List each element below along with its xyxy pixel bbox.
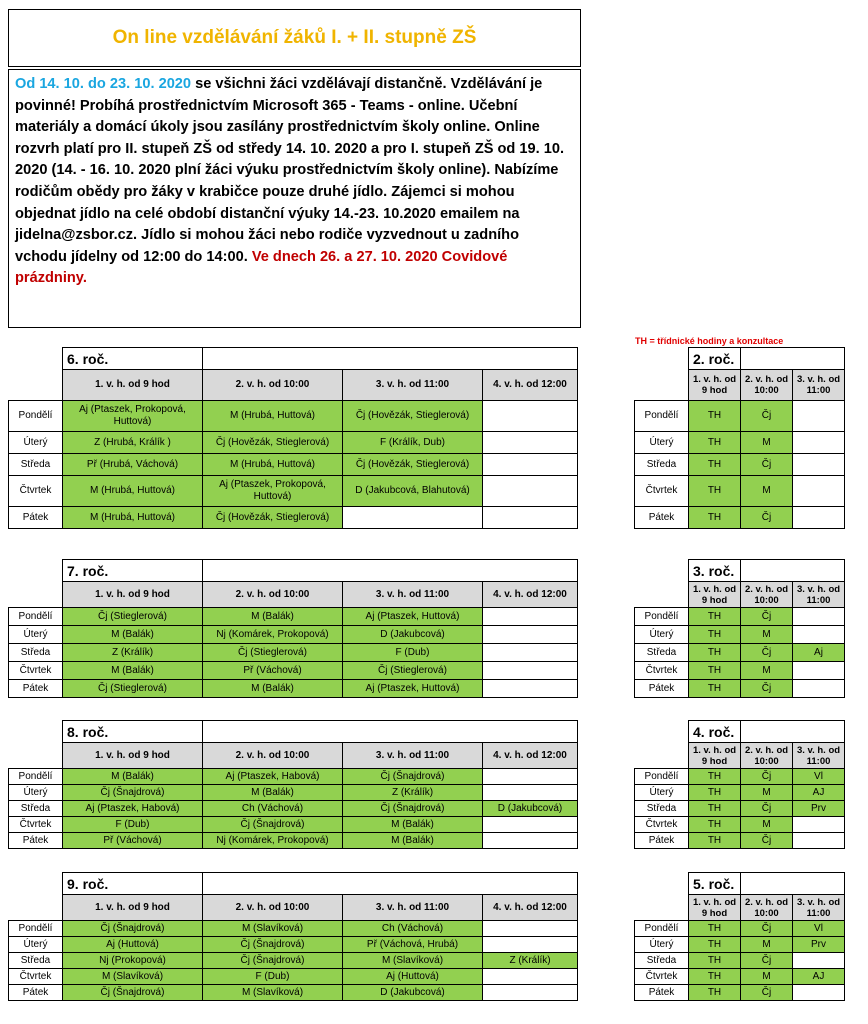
lesson-cell: M (741, 432, 793, 454)
lesson-cell: Prv (793, 801, 845, 817)
lesson-cell (793, 476, 845, 507)
day-label: Pátek (635, 507, 689, 529)
lesson-cell (483, 937, 578, 953)
lesson-cell: Nj (Komárek, Prokopová) (203, 833, 343, 849)
lesson-cell (483, 921, 578, 937)
corner-cell (635, 370, 689, 401)
lesson-cell (483, 644, 578, 662)
lesson-cell: TH (689, 476, 741, 507)
lesson-cell (793, 662, 845, 680)
lesson-cell: Př (Váchová) (63, 833, 203, 849)
day-label: Středa (9, 953, 63, 969)
period-header: 4. v. h. od 12:00 (483, 743, 578, 769)
lesson-cell: M (Balák) (63, 626, 203, 644)
lesson-cell (793, 817, 845, 833)
lesson-cell (793, 432, 845, 454)
day-label: Pondělí (9, 921, 63, 937)
title-box (8, 9, 581, 67)
corner-cell (9, 873, 63, 895)
info-box (8, 69, 581, 328)
lesson-cell: M (Balák) (343, 817, 483, 833)
day-label: Úterý (635, 937, 689, 953)
lesson-cell: Čj (Šnajdrová) (203, 953, 343, 969)
corner-cell (9, 895, 63, 921)
lesson-cell: Čj (Stieglerová) (63, 680, 203, 698)
period-header: 2. v. h. od 10:00 (203, 895, 343, 921)
lesson-cell: M (Balák) (63, 662, 203, 680)
lesson-cell: Čj (Šnajdrová) (203, 937, 343, 953)
lesson-cell: Prv (793, 937, 845, 953)
lesson-cell: Čj (Šnajdrová) (63, 921, 203, 937)
period-header: 1. v. h. od 9 hod (63, 743, 203, 769)
lesson-cell (483, 785, 578, 801)
lesson-cell: TH (689, 985, 741, 1001)
lesson-cell: M (Balák) (343, 833, 483, 849)
day-label: Čtvrtek (9, 476, 63, 507)
lesson-cell: TH (689, 937, 741, 953)
lesson-cell: TH (689, 680, 741, 698)
day-label: Úterý (9, 937, 63, 953)
grade-label: 2. roč. (689, 348, 741, 370)
period-header: 4. v. h. od 12:00 (483, 582, 578, 608)
timetable-grade-2 (634, 347, 845, 529)
lesson-cell: Čj (741, 801, 793, 817)
day-label: Čtvrtek (635, 476, 689, 507)
grade-label: 7. roč. (63, 560, 203, 582)
legend: TH = třídnické hodiny a konzultace (635, 336, 784, 346)
lesson-cell: M (Slavíková) (203, 985, 343, 1001)
corner-cell (635, 348, 689, 370)
period-header: 2. v. h. od 10:00 (741, 370, 793, 401)
lesson-cell: Čj (Hovězák, Stieglerová) (203, 432, 343, 454)
day-label: Úterý (9, 785, 63, 801)
lesson-cell: TH (689, 454, 741, 476)
lesson-cell: Ch (Váchová) (203, 801, 343, 817)
lesson-cell: Čj (Stieglerová) (343, 662, 483, 680)
lesson-cell (483, 985, 578, 1001)
lesson-cell: TH (689, 662, 741, 680)
lesson-cell: TH (689, 801, 741, 817)
day-label: Úterý (9, 432, 63, 454)
lesson-cell (483, 432, 578, 454)
lesson-cell (793, 507, 845, 529)
lesson-cell: TH (689, 833, 741, 849)
lesson-cell: F (Dub) (343, 644, 483, 662)
day-label: Pondělí (9, 608, 63, 626)
info-covid: Ve dnech 26. a 27. 10. 2020 Covidové prázdniny. (15, 248, 508, 287)
day-label: Pondělí (9, 769, 63, 785)
day-label: Pátek (9, 833, 63, 849)
day-label: Pondělí (9, 401, 63, 432)
lesson-cell: D (Jakubcová) (483, 801, 578, 817)
lesson-cell: M (741, 817, 793, 833)
lesson-cell: Vl (793, 769, 845, 785)
lesson-cell: F (Králík, Dub) (343, 432, 483, 454)
lesson-cell: Čj (741, 401, 793, 432)
lesson-cell (793, 401, 845, 432)
lesson-cell: Aj (Ptaszek, Habová) (63, 801, 203, 817)
corner-cell (9, 582, 63, 608)
day-label: Úterý (9, 626, 63, 644)
corner-cell (9, 743, 63, 769)
period-header: 1. v. h. od 9 hod (63, 895, 203, 921)
lesson-cell: Aj (Ptaszek, Prokopová, Huttová) (203, 476, 343, 507)
day-label: Středa (9, 454, 63, 476)
lesson-cell: TH (689, 769, 741, 785)
day-label: Středa (635, 953, 689, 969)
corner-cell (635, 895, 689, 921)
grade-label: 3. roč. (689, 560, 741, 582)
lesson-cell: Čj (Šnajdrová) (63, 985, 203, 1001)
lesson-cell: M (741, 626, 793, 644)
day-label: Čtvrtek (635, 817, 689, 833)
timetable-grade-9 (8, 872, 578, 1001)
lesson-cell (483, 969, 578, 985)
day-label: Pátek (9, 680, 63, 698)
lesson-cell: M (Hrubá, Huttová) (203, 454, 343, 476)
lesson-cell: Čj (741, 644, 793, 662)
lesson-cell: D (Jakubcová) (343, 626, 483, 644)
lesson-cell (483, 507, 578, 529)
period-header: 3. v. h. od 11:00 (793, 743, 845, 769)
lesson-cell: Čj (741, 985, 793, 1001)
lesson-cell (483, 833, 578, 849)
lesson-cell: TH (689, 608, 741, 626)
lesson-cell (483, 608, 578, 626)
lesson-cell: M (Balák) (203, 785, 343, 801)
lesson-cell (793, 953, 845, 969)
day-label: Úterý (635, 432, 689, 454)
lesson-cell: TH (689, 969, 741, 985)
grade-title-span (741, 721, 845, 743)
day-label: Pátek (9, 507, 63, 529)
timetable-grade-5 (634, 872, 845, 1001)
lesson-cell: Čj (Šnajdrová) (343, 801, 483, 817)
timetable-grade-3 (634, 559, 845, 698)
period-header: 1. v. h. od 9 hod (689, 743, 741, 769)
lesson-cell (793, 833, 845, 849)
lesson-cell: M (Hrubá, Huttová) (63, 476, 203, 507)
lesson-cell: Aj (793, 644, 845, 662)
grade-label: 4. roč. (689, 721, 741, 743)
lesson-cell: Př (Váchová, Hrubá) (343, 937, 483, 953)
day-label: Čtvrtek (9, 817, 63, 833)
period-header: 1. v. h. od 9 hod (689, 895, 741, 921)
lesson-cell: Čj (741, 454, 793, 476)
lesson-cell: Čj (Šnajdrová) (343, 769, 483, 785)
day-label: Středa (635, 801, 689, 817)
period-header: 3. v. h. od 11:00 (793, 582, 845, 608)
lesson-cell: Nj (Prokopová) (63, 953, 203, 969)
period-header: 2. v. h. od 10:00 (741, 582, 793, 608)
day-label: Čtvrtek (635, 969, 689, 985)
period-header: 4. v. h. od 12:00 (483, 895, 578, 921)
grade-title-span (203, 721, 578, 743)
lesson-cell (483, 476, 578, 507)
lesson-cell (483, 680, 578, 698)
lesson-cell: Čj (Hovězák, Stieglerová) (343, 401, 483, 432)
lesson-cell: TH (689, 953, 741, 969)
lesson-cell: Ch (Váchová) (343, 921, 483, 937)
period-header: 2. v. h. od 10:00 (203, 743, 343, 769)
lesson-cell: TH (689, 401, 741, 432)
lesson-cell: Aj (Ptaszek, Habová) (203, 769, 343, 785)
day-label: Středa (635, 454, 689, 476)
lesson-cell (793, 454, 845, 476)
lesson-cell: Z (Hrubá, Králík ) (63, 432, 203, 454)
corner-cell (635, 743, 689, 769)
day-label: Pondělí (635, 608, 689, 626)
grade-title-span (203, 873, 578, 895)
lesson-cell: M (Slavíková) (63, 969, 203, 985)
lesson-cell: TH (689, 921, 741, 937)
lesson-cell: Z (Králík) (63, 644, 203, 662)
lesson-cell: Aj (Ptaszek, Huttová) (343, 680, 483, 698)
lesson-cell: Z (Králík) (483, 953, 578, 969)
lesson-cell: Čj (741, 507, 793, 529)
period-header: 4. v. h. od 12:00 (483, 370, 578, 401)
period-header: 3. v. h. od 11:00 (343, 370, 483, 401)
lesson-cell: D (Jakubcová, Blahutová) (343, 476, 483, 507)
lesson-cell: Aj (Huttová) (63, 937, 203, 953)
day-label: Pátek (635, 680, 689, 698)
lesson-cell (483, 662, 578, 680)
lesson-cell (483, 769, 578, 785)
info-text: se všichni žáci vzdělávají distančně. Vzdělávání je povinné! Probíhá prostřednictvím Microsoft 365 - Teams - online. Učební materiály a domácí úkoly jsou zasílány prostřednictvím školy online. Online rozvrh platí pro II. stupeň ZŠ od středy 14. 10. 2020 a pro I. stupeň ZŠ od 19. 10. 2020 (14. - 16. 10. 2020 plní žáci výuku prostřednictvím školy online). Nabízíme rodičům obědy pro žáky v krabičce pouze druhé jídlo. Zájemci si mohou objednat jídlo na celé období distanční výuky 14.-23. 10.2020 emailem na jidelna@zsbor.cz. Jídlo si mohou žáci nebo rodiče vyzvednout u zadního vchodu jídelny od 12:00 do 14:00. (15, 76, 565, 265)
lesson-cell: M (741, 476, 793, 507)
day-label: Pondělí (635, 769, 689, 785)
lesson-cell: Čj (741, 833, 793, 849)
lesson-cell: Čj (Stieglerová) (203, 644, 343, 662)
lesson-cell: F (Dub) (63, 817, 203, 833)
period-header: 2. v. h. od 10:00 (741, 895, 793, 921)
corner-cell (635, 721, 689, 743)
day-label: Pátek (635, 985, 689, 1001)
lesson-cell: Čj (741, 953, 793, 969)
lesson-cell: M (Hrubá, Huttová) (63, 507, 203, 529)
lesson-cell: M (741, 662, 793, 680)
period-header: 3. v. h. od 11:00 (343, 895, 483, 921)
lesson-cell: M (Slavíková) (203, 921, 343, 937)
timetable-grade-8 (8, 720, 578, 849)
lesson-cell (793, 608, 845, 626)
day-label: Čtvrtek (9, 969, 63, 985)
lesson-cell: M (741, 969, 793, 985)
lesson-cell: Čj (Šnajdrová) (203, 817, 343, 833)
lesson-cell: M (Balák) (203, 608, 343, 626)
lesson-cell: TH (689, 817, 741, 833)
lesson-cell: Aj (Ptaszek, Prokopová, Huttová) (63, 401, 203, 432)
lesson-cell (793, 626, 845, 644)
day-label: Úterý (635, 626, 689, 644)
day-label: Čtvrtek (635, 662, 689, 680)
lesson-cell: Př (Hrubá, Váchová) (63, 454, 203, 476)
period-header: 1. v. h. od 9 hod (63, 582, 203, 608)
lesson-cell: M (Slavíková) (343, 953, 483, 969)
grade-label: 5. roč. (689, 873, 741, 895)
lesson-cell: Vl (793, 921, 845, 937)
lesson-cell: TH (689, 507, 741, 529)
lesson-cell: TH (689, 432, 741, 454)
corner-cell (635, 582, 689, 608)
timetable-grade-6 (8, 347, 578, 529)
lesson-cell: M (741, 937, 793, 953)
period-header: 3. v. h. od 11:00 (343, 582, 483, 608)
lesson-cell: TH (689, 626, 741, 644)
corner-cell (635, 873, 689, 895)
lesson-cell: F (Dub) (203, 969, 343, 985)
lesson-cell: Čj (Stieglerová) (63, 608, 203, 626)
grade-label: 6. roč. (63, 348, 203, 370)
period-header: 3. v. h. od 11:00 (793, 370, 845, 401)
lesson-cell: M (Balák) (203, 680, 343, 698)
lesson-cell: M (741, 785, 793, 801)
lesson-cell: Čj (Šnajdrová) (63, 785, 203, 801)
corner-cell (635, 560, 689, 582)
lesson-cell: AJ (793, 785, 845, 801)
period-header: 1. v. h. od 9 hod (689, 370, 741, 401)
lesson-cell: Čj (Hovězák, Stieglerová) (343, 454, 483, 476)
day-label: Úterý (635, 785, 689, 801)
lesson-cell: Čj (741, 769, 793, 785)
period-header: 1. v. h. od 9 hod (689, 582, 741, 608)
grade-label: 8. roč. (63, 721, 203, 743)
grade-title-span (741, 348, 845, 370)
day-label: Pondělí (635, 921, 689, 937)
page-title: On line vzdělávání žáků I. + II. stupně ZŠ (112, 27, 477, 48)
day-label: Čtvrtek (9, 662, 63, 680)
grade-title-span (741, 873, 845, 895)
lesson-cell (483, 401, 578, 432)
grade-title-span (741, 560, 845, 582)
period-header: 3. v. h. od 11:00 (793, 895, 845, 921)
period-header: 2. v. h. od 10:00 (741, 743, 793, 769)
lesson-cell (343, 507, 483, 529)
lesson-cell: TH (689, 644, 741, 662)
corner-cell (9, 348, 63, 370)
day-label: Středa (9, 801, 63, 817)
period-header: 2. v. h. od 10:00 (203, 582, 343, 608)
grade-title-span (203, 560, 578, 582)
lesson-cell: Aj (Huttová) (343, 969, 483, 985)
timetable-grade-7 (8, 559, 578, 698)
lesson-cell: Nj (Komárek, Prokopová) (203, 626, 343, 644)
lesson-cell: Z (Králík) (343, 785, 483, 801)
day-label: Středa (635, 644, 689, 662)
lesson-cell (793, 985, 845, 1001)
lesson-cell: Čj (741, 921, 793, 937)
info-date-range: Od 14. 10. do 23. 10. 2020 (15, 76, 192, 92)
period-header: 2. v. h. od 10:00 (203, 370, 343, 401)
day-label: Pátek (635, 833, 689, 849)
corner-cell (9, 370, 63, 401)
day-label: Pátek (9, 985, 63, 1001)
lesson-cell: Čj (741, 680, 793, 698)
day-label: Středa (9, 644, 63, 662)
lesson-cell: Př (Váchová) (203, 662, 343, 680)
grade-label: 9. roč. (63, 873, 203, 895)
grade-title-span (203, 348, 578, 370)
period-header: 3. v. h. od 11:00 (343, 743, 483, 769)
lesson-cell: TH (689, 785, 741, 801)
lesson-cell (483, 454, 578, 476)
lesson-cell: M (Balák) (63, 769, 203, 785)
lesson-cell (793, 680, 845, 698)
corner-cell (9, 560, 63, 582)
lesson-cell (483, 626, 578, 644)
lesson-cell: AJ (793, 969, 845, 985)
lesson-cell: Aj (Ptaszek, Huttová) (343, 608, 483, 626)
lesson-cell (483, 817, 578, 833)
lesson-cell: Čj (Hovězák, Stieglerová) (203, 507, 343, 529)
lesson-cell: Čj (741, 608, 793, 626)
lesson-cell: D (Jakubcová) (343, 985, 483, 1001)
day-label: Pondělí (635, 401, 689, 432)
timetable-grade-4 (634, 720, 845, 849)
lesson-cell: M (Hrubá, Huttová) (203, 401, 343, 432)
corner-cell (9, 721, 63, 743)
period-header: 1. v. h. od 9 hod (63, 370, 203, 401)
